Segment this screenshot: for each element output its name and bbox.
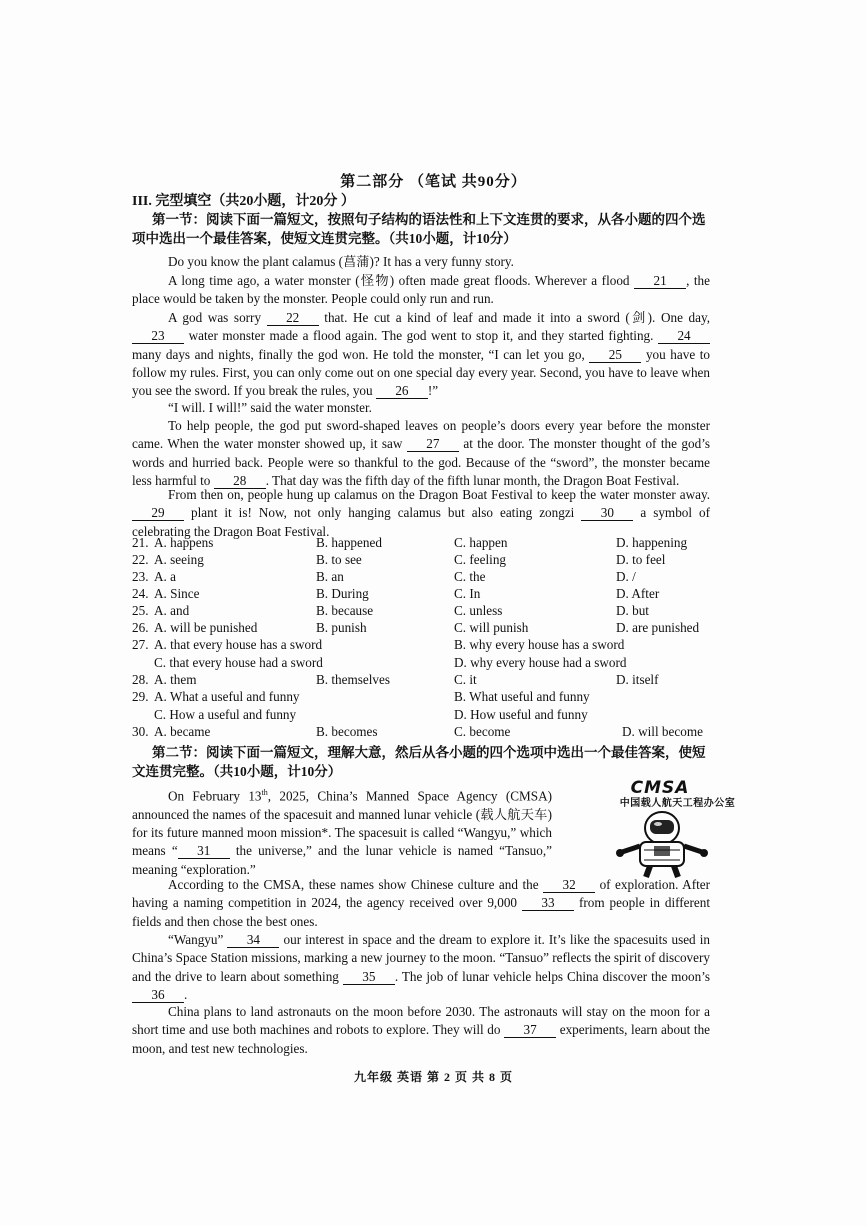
option-c: C. How a useful and funny <box>154 707 297 722</box>
blank-37: 37 <box>504 1023 556 1038</box>
option-d: D. itself <box>616 672 659 687</box>
blank-27: 27 <box>407 437 459 452</box>
text: China plans to land astronauts on the moon before 2030. The astronauts will stay on the moon for a short time and use both machines and robots to explore. They will do <box>132 1004 710 1038</box>
blank-22: 22 <box>267 311 319 326</box>
question-number: 22. <box>132 552 149 567</box>
option-b: B. because <box>316 603 374 618</box>
option-c: C. will punish <box>454 620 529 635</box>
option-d: D. are punished <box>616 620 700 635</box>
text: experiments, learn about the moon, and test new technologies. <box>132 1022 711 1056</box>
cmsa-logo <box>570 778 785 878</box>
text: A long time ago, a water monster (怪物) often made great floods. Wherever a flood <box>168 273 630 288</box>
option-d: D. to feel <box>616 552 666 567</box>
text: To help people, the god put sword-shaped leaves on people’s doors every year before the monster came. When the water monster showed up, it saw <box>132 418 710 452</box>
option-c: C. In <box>454 586 481 601</box>
logo-title: CMSA <box>630 778 690 798</box>
option-c: C. that every house had a sword <box>154 655 323 670</box>
question-number: 23. <box>132 569 149 584</box>
blank-21: 21 <box>634 274 686 289</box>
page-footer: 九年级 英语 第 2 页 共 8 页 <box>353 1070 513 1084</box>
option-c: C. feeling <box>454 552 507 567</box>
passage1-paragraph5 <box>132 417 710 490</box>
question-23 <box>132 569 712 586</box>
blank-24: 24 <box>658 329 710 344</box>
blank-32: 32 <box>543 878 595 893</box>
option-d: D. but <box>616 603 649 618</box>
question-24 <box>132 586 712 603</box>
blank-29: 29 <box>132 506 184 521</box>
option-d: D. / <box>616 569 636 584</box>
text: plant it is! Now, not only hanging calamus but also eating zongzi <box>191 505 575 521</box>
text: A god was sorry <box>168 310 262 325</box>
option-c: C. unless <box>454 603 503 618</box>
text: you have to follow my rules. First, you can only come out on one special day every year. Second, you have to leave when you see the sword. If you break the rules, you <box>132 346 711 399</box>
option-a: A. Since <box>154 586 200 601</box>
text: , the place would be taken by the monster. People could only run and run. <box>132 273 710 307</box>
option-c: C. become <box>454 724 511 739</box>
blank-34: 34 <box>227 933 279 948</box>
superscript: th <box>261 788 268 797</box>
option-b: B. an <box>316 569 344 584</box>
part-title: 第二部分 （笔试 共90分） <box>340 174 527 190</box>
logo-subtitle: 中国载人航天工程办公室 <box>619 798 736 809</box>
text: “I will. I will!” said the water monster. <box>168 400 372 415</box>
question-number: 21. <box>132 535 149 550</box>
option-a: A. became <box>154 724 211 739</box>
text: that. He cut a kind of leaf and made it into a sword (剑). One day, <box>324 310 711 325</box>
passage1-paragraph2 <box>132 272 710 309</box>
text: !” <box>427 383 439 399</box>
text: water monster made a flood again. The god went to stop it, and they started fighting. <box>188 328 654 344</box>
text: , 2025, China’s Manned Space Agency (CMSA) announced the names of the spacesuit and manned lunar vehicle (载人航天车) for its future manned moon mission*. The spacesuit is called “Wangyu,” which means “ <box>132 788 552 859</box>
question-25 <box>132 603 712 620</box>
option-b: B. becomes <box>316 724 378 739</box>
text: . The job of lunar vehicle helps China discover the moon’s <box>394 968 711 984</box>
text: . <box>184 986 188 1002</box>
question-27 <box>132 637 712 654</box>
option-a: A. them <box>154 672 197 687</box>
option-d: D. happening <box>616 535 688 550</box>
question-number: 25. <box>132 603 149 618</box>
question-22 <box>132 552 712 569</box>
question-number: 26. <box>132 620 149 635</box>
blank-31: 31 <box>178 844 230 859</box>
blank-25: 25 <box>589 348 641 363</box>
option-b: B. punish <box>316 620 367 635</box>
option-d: D. why every house had a sword <box>454 655 627 670</box>
text: . That day was the fifth day of the fifth lunar month, the Dragon Boat Festival. <box>265 472 680 488</box>
option-a: A. will be punished <box>154 620 258 635</box>
question-26 <box>132 620 712 637</box>
blank-28: 28 <box>214 474 266 489</box>
passage1-paragraph1 <box>132 253 710 271</box>
question-30 <box>132 724 712 741</box>
option-d: D. How useful and funny <box>454 707 588 722</box>
text: the universe,” and the lunar vehicle is named “Tansuo,” meaning “exploration.” <box>132 843 553 877</box>
option-a: A. and <box>154 603 190 618</box>
option-b: B. to see <box>316 552 362 567</box>
text: many days and nights, finally the god won. He told the monster, “I can let you go, <box>132 346 585 362</box>
question-number: 28. <box>132 672 149 687</box>
option-d: D. will become <box>622 724 703 739</box>
astronaut-icon <box>610 808 715 878</box>
passage2-paragraph1 <box>132 784 552 879</box>
blank-26: 26 <box>376 384 428 399</box>
option-c: C. it <box>454 672 477 687</box>
passage2-paragraph4 <box>132 1003 710 1058</box>
text: According to the CMSA, these names show Chinese culture and the <box>168 877 539 892</box>
option-b: B. themselves <box>316 672 390 687</box>
question-28 <box>132 672 712 689</box>
text: “Wangyu” <box>168 932 224 947</box>
option-a: A. that every house has a sword <box>154 637 323 652</box>
passage1-p1-text: Do you know the plant calamus (菖蒲)? It has a very funny story. <box>168 254 514 269</box>
passage2-paragraph2 <box>132 876 710 931</box>
question-number: 30. <box>132 724 149 739</box>
blank-35: 35 <box>343 970 395 985</box>
text: a symbol of celebrating the Dragon Boat Festival. <box>132 505 711 539</box>
option-a: A. What a useful and funny <box>154 689 300 704</box>
section1-instruction: 第一节：阅读下面一篇短文，按照句子结构的语法性和上下文连贯的要求，从各小题的四个选项中选出一个最佳答案，使短文连贯完整。（共10小题，计10分） <box>132 212 706 246</box>
text: From then on, people hung up calamus on the Dragon Boat Festival to keep the water monster away. <box>168 487 710 502</box>
option-c: C. happen <box>454 535 508 550</box>
blank-30: 30 <box>581 506 633 521</box>
blank-36: 36 <box>132 988 184 1003</box>
question-number: 27. <box>132 637 149 652</box>
passage1-paragraph4 <box>132 399 710 417</box>
option-d: D. After <box>616 586 660 601</box>
option-a: A. a <box>154 569 176 584</box>
option-b: B. During <box>316 586 369 601</box>
passage2-paragraph3 <box>132 931 710 1004</box>
question-29 <box>132 689 712 706</box>
question-27-cont <box>132 655 712 672</box>
option-a: A. happens <box>154 535 214 550</box>
question-number: 29. <box>132 689 149 704</box>
option-a: A. seeing <box>154 552 204 567</box>
passage1-paragraph6 <box>132 486 710 541</box>
section2-instruction: 第二节：阅读下面一篇短文，理解大意，然后从各小题的四个选项中选出一个最佳答案，使短文连贯完整。（共10小题，计10分） <box>132 745 706 779</box>
question-number: 24. <box>132 586 149 601</box>
text: our interest in space and the dream to explore it. It’s like the spacesuits used in China’s Space Station missions, marking a new journey to the moon. “Tansuo” reflects the spirit of discovery and the drive to learn about something <box>132 932 710 984</box>
question-29-cont <box>132 707 712 724</box>
passage1-paragraph3 <box>132 309 710 400</box>
option-b: B. why every house has a sword <box>454 637 625 652</box>
section-heading: III. 完型填空（共20小题，计20分 ） <box>132 194 355 209</box>
text: from people in different fields and then chose the best ones. <box>132 895 711 929</box>
option-c: C. the <box>454 569 486 584</box>
blank-33: 33 <box>522 896 574 911</box>
text: On February 13 <box>168 788 262 804</box>
text: at the door. The monster thought of the god’s words and hurried back. People were so thankful to the god. Because of the “sword”, the monster became less harmful to <box>132 436 711 488</box>
question-21 <box>132 535 712 552</box>
blank-23: 23 <box>132 329 184 344</box>
text: of exploration. After having a naming competition in 2024, the agency received over 9,000 <box>132 877 711 911</box>
option-b: B. What useful and funny <box>454 689 590 704</box>
option-b: B. happened <box>316 535 382 550</box>
